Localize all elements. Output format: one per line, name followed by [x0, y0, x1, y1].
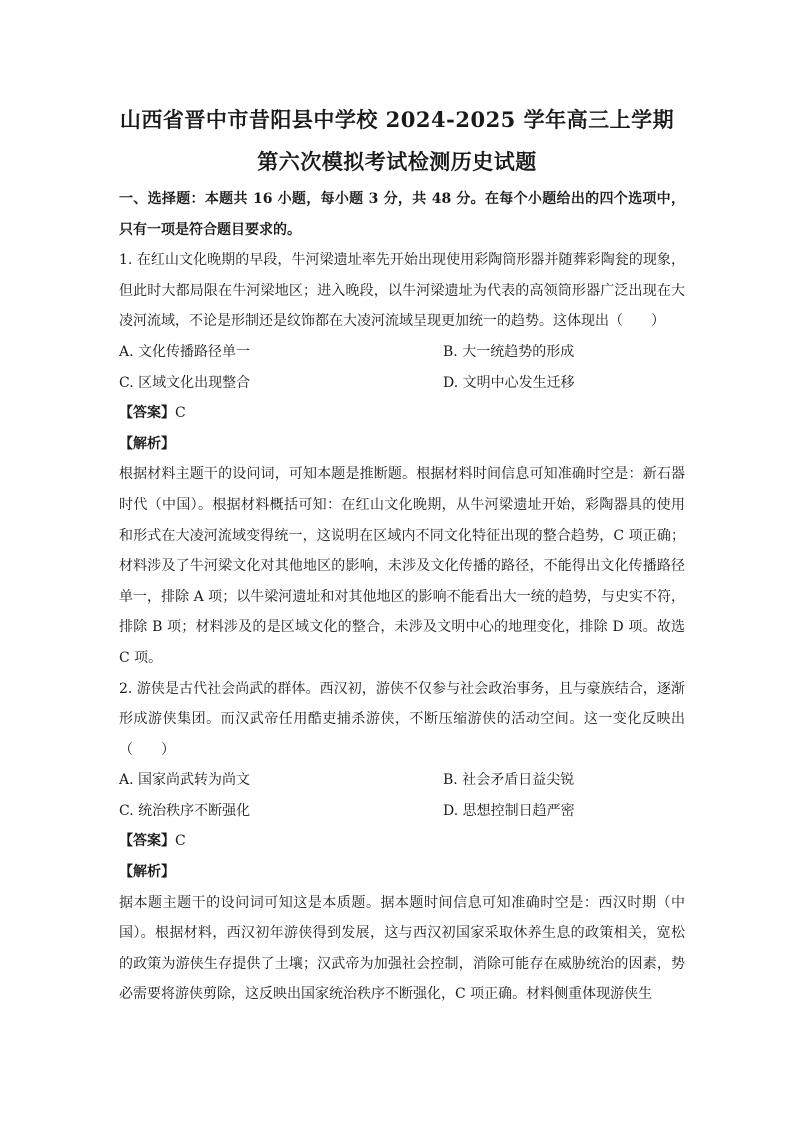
option-c: C. 区域文化出现整合 [119, 374, 251, 391]
section-instructions: 一、选择题：本题共 16 小题，每小题 3 分，共 48 分。在每个小题给出的四个选项中，只有一项是符合题目要求的。 [119, 191, 685, 238]
analysis-label: 【解析】 [119, 435, 175, 452]
option-d: D. 思想控制日趋严密 [443, 802, 575, 819]
option-a: A. 国家尚武转为尚文 [119, 772, 251, 789]
question-stem: 1. 在红山文化晚期的早段，牛河梁遗址率先开始出现使用彩陶筒形器并随葬彩陶瓮的现象，但此时大都局限在牛河梁地区；进入晚段，以牛河梁遗址为代表的高领筒形器广泛出现在大凌河流域，不论是形制还是纹饰都在大凌河流域呈现更加统一的趋势。这体现出（ ） [119, 252, 685, 330]
answer-line [119, 826, 685, 857]
option-c: C. 统治秩序不断强化 [119, 802, 251, 819]
option-b: B. 社会矛盾日益尖锐 [443, 772, 575, 789]
option-a: A. 文化传播路径单一 [119, 343, 251, 360]
option-d: D. 文明中心发生迁移 [443, 374, 575, 391]
analysis-text: 根据材料主题干的设问词，可知本题是推断题。根据材料时间信息可知准确时空是：新石器时代（中国）。根据材料概括可知：在红山文化晚期，从牛河梁遗址开始，彩陶器具的使用和形式在大凌河流域变得统一，这说明在区域内不同文化特征出现的整合趋势，C 项正确；材料涉及了牛河梁文化对其他地区的影响，未涉及文化传播的路径，不能得出文化传播路径单一，排除 A 项；以牛梁河遗址和对其他地区的影响不能看出大一统的趋势，与史实不符，排除 B 项；材料涉及的是区域文化的整合，未涉及文明中心的地理变化，排除 D 项。故选 C 项。 [119, 466, 685, 666]
answer-value: C [175, 833, 186, 850]
analysis-label: 【解析】 [119, 864, 175, 881]
answer-label: 【答案】 [119, 833, 175, 850]
question-1 [119, 245, 685, 673]
answer-value: C [175, 405, 186, 422]
document-body [119, 184, 685, 1010]
analysis-text: 据本题主题干的设问词可知这是本质题。据本题时间信息可知准确时空是：西汉时期（中国）。根据材料，西汉初年游侠得到发展，这与西汉初国家采取休养生息的政策相关，宽松的政策为游侠生存提供了土壤；汉武帝为加强社会控制，消除可能存在威胁统治的因素，势必需要将游侠剪除，这反映出国家统治秩序不断强化，C 项正确。材料侧重体现游侠生 [119, 894, 685, 1003]
options-row-1 [119, 765, 685, 796]
question-stem: 2. 游侠是古代社会尚武的群体。西汉初，游侠不仅参与社会政治事务，且与豪族结合，逐渐形成游侠集团。而汉武帝任用酷吏捕杀游侠，不断压缩游侠的活动空间。这一变化反映出（ ） [119, 680, 685, 758]
answer-label: 【答案】 [119, 405, 175, 422]
question-2 [119, 674, 685, 1011]
options-row-1 [119, 337, 685, 368]
options-row-2 [119, 796, 685, 827]
document-title-line1: 山西省晋中市昔阳县中学校 2024-2025 学年高三上学期 [119, 107, 675, 132]
answer-line [119, 398, 685, 429]
option-b: B. 大一统趋势的形成 [443, 343, 575, 360]
options-row-2 [119, 368, 685, 399]
document-title-line2: 第六次模拟考试检测历史试题 [257, 149, 537, 174]
